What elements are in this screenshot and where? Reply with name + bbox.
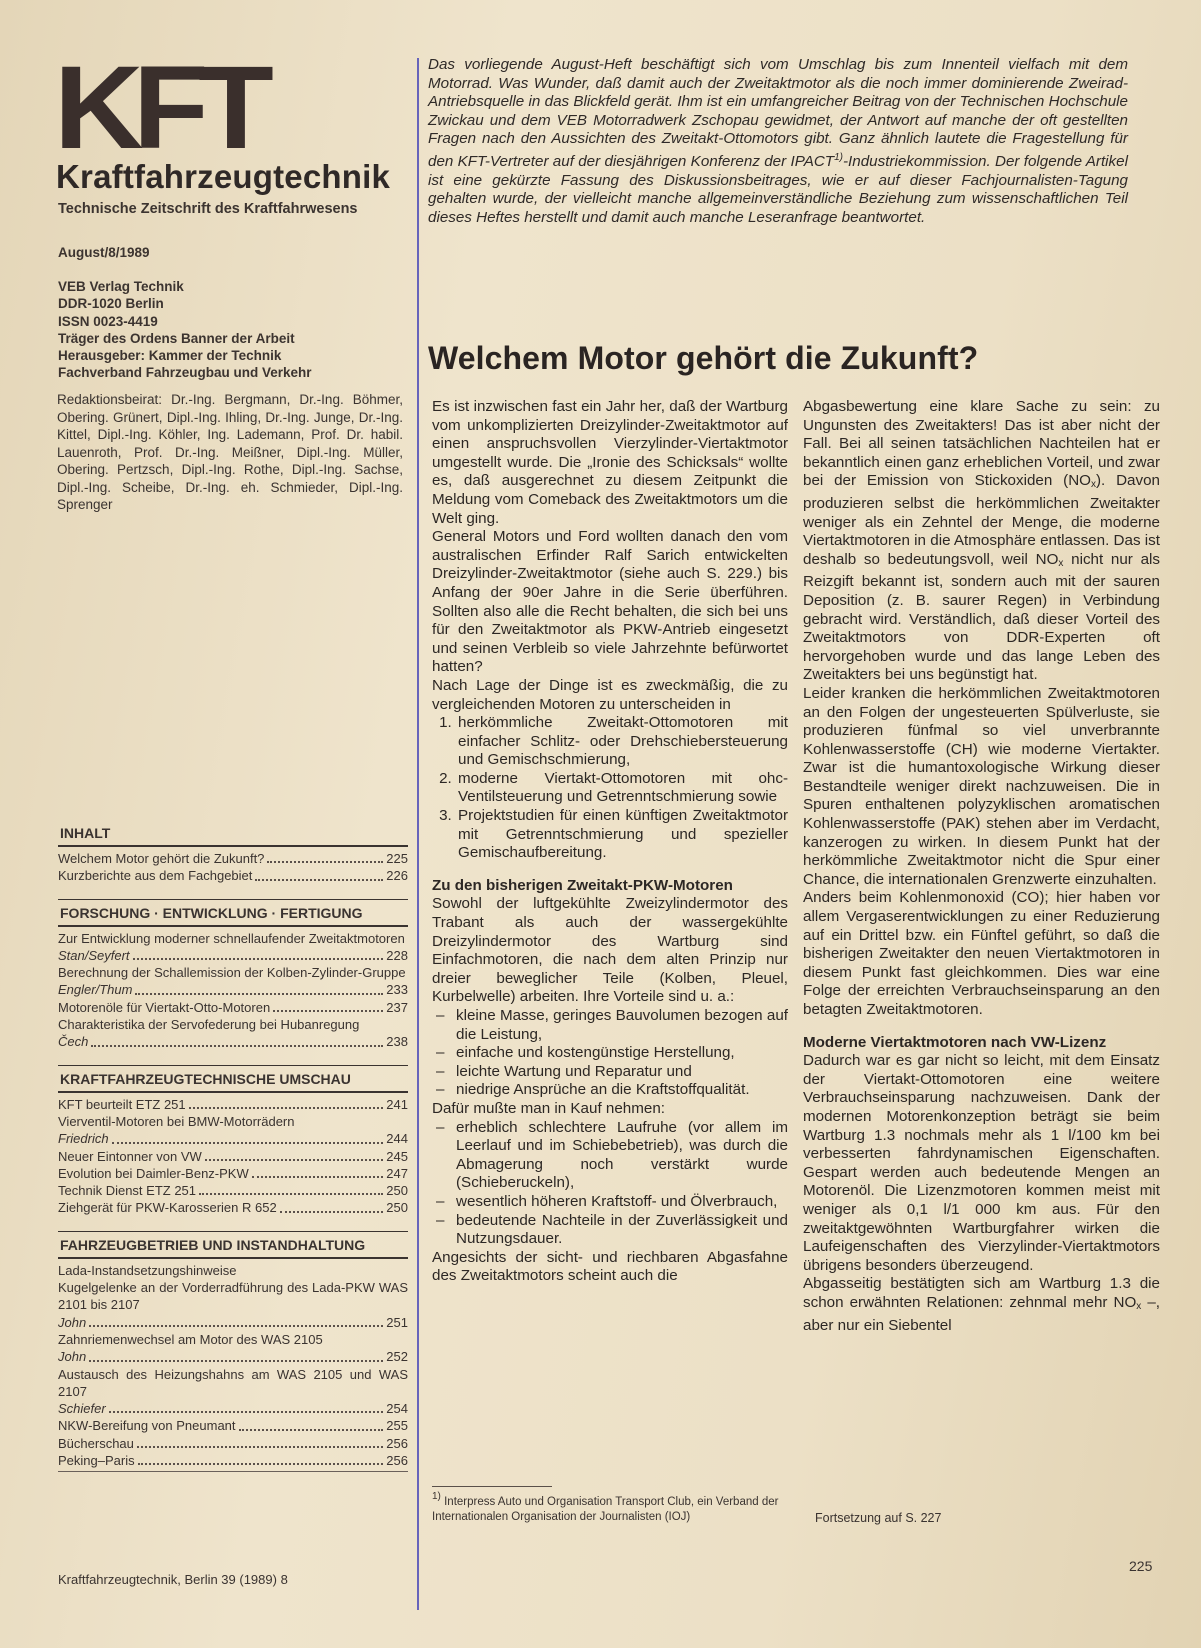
disadvantages-list xyxy=(432,1119,788,1249)
paragraph: Nach Lage der Dinge ist es zweckmäßig, die zu vergleichenden Motoren zu unterscheiden in xyxy=(432,676,788,713)
page-number: 225 xyxy=(1129,1558,1153,1574)
toc-entry-title[interactable]: Kugelgelenke an der Vorderradführung des Lada-PKW WAS 2101 bis 2107 xyxy=(58,1280,408,1313)
toc-entry[interactable]: Ziehgerät für PKW-Karosserien R 652 250 xyxy=(58,1200,408,1216)
editorial-board: Redaktionsbeirat: Dr.-Ing. Bergmann, Dr.-Ing. Böhmer, Obering. Grünert, Dipl.-Ing. Ihling, Dr.-Ing. Junge, Dr.-Ing. Kittel, Dipl.-Ing. Köhler, Ing. Lademann, Prof. Dr. habil. Lauenroth, Prof. Dr.-Ing. Meißner, Dipl.-Ing. Müller, Obering. Pertzsch, Dipl.-Ing. Rothe, Dipl.-Ing. Sachse, Dipl.-Ing. Scheibe, Dr.-Ing. eh. Schmieder, Dipl.-Ing. Sprenger xyxy=(57,392,403,512)
table-of-contents xyxy=(58,822,408,1472)
subheading: Zu den bisherigen Zweitakt-PKW-Motoren xyxy=(432,876,733,894)
list-item: – niedrige Ansprüche an die Kraftstoffqualität. xyxy=(456,1081,788,1100)
publisher-line: ISSN 0023-4419 xyxy=(58,313,158,329)
toc-entry-title[interactable]: Berechnung der Schallemission der Kolben-Zylinder-Gruppe xyxy=(58,965,406,981)
engine-types-list xyxy=(432,714,788,863)
toc-entry-title[interactable]: Austausch des Heizungshahns am WAS 2105 und WAS 2107 xyxy=(58,1366,408,1399)
footnote: 1) Interpress Auto und Organisation Transport Club, ein Verband der Internationalen Organisation der Journalisten (IOJ) xyxy=(432,1491,779,1523)
paragraph: Anders beim Kohlenmonoxid (CO); hier haben vor allem Vergaserentwicklungen zu einer Reduzierung auf ein Drittel bzw. ein Fünftel geführt, so daß die bisherigen Zweitakter den neuen Viertaktmotoren in diesem Punkt fast gleichkommen. Dies war eine Folge der erreichten Verbrauchseinsparung an den betagten Zweitaktmotoren. xyxy=(803,889,1160,1018)
list-item: – kleine Masse, geringes Bauvolumen bezogen auf die Leistung, xyxy=(456,1007,788,1044)
toc-heading: INHALT xyxy=(58,822,408,847)
article-headline: Welchem Motor gehört die Zukunft? xyxy=(428,340,979,376)
toc-section-heading: FORSCHUNG · ENTWICKLUNG · FERTIGUNG xyxy=(58,899,408,927)
paragraph: General Motors und Ford wollten danach den vom australischen Erfinder Ralf Sarich entwickelten Dreizylinder-Zweitaktmotor (siehe auch S. 229.) bis Anfang der 90er Jahre in die Serie überführen. Sollten also alle die Recht behalten, die sich bei uns für den Zweitaktmotor als PKW-Antrieb eingesetzt und seinen Verbleib so viele Jahrzehnte befürwortet hatten? xyxy=(432,528,788,676)
toc-entry[interactable]: Schiefer 254 xyxy=(58,1401,408,1417)
toc-entry[interactable]: Engler/Thum 233 xyxy=(58,982,408,998)
advantages-list xyxy=(432,1007,788,1100)
kft-logo: KFT xyxy=(54,42,264,174)
list-item: 1. herkömmliche Zweitakt-Ottomotoren mit einfacher Schlitz- oder Drehschiebersteuerung und Gemischschmierung, xyxy=(456,714,788,770)
toc-entry[interactable]: Čech 238 xyxy=(58,1034,408,1050)
toc-entry-title[interactable]: Charakteristika der Servofederung bei Hubanregung xyxy=(58,1017,360,1033)
toc-entry[interactable]: NKW-Bereifung von Pneumant 255 xyxy=(58,1418,408,1434)
intro-text: Das vorliegende August-Heft beschäftigt sich vom Umschlag bis zum Innenteil vielfach mit dem Motorrad. Was Wunder, daß damit auch der Zweitaktmotor als die noch immer dominierende Zweirad-Antriebsquelle in das Blickfeld gerät. Ihm ist ein umfangreicher Beitrag von der Technischen Hochschule Zwickau und dem VEB Motorradwerk Zschopau gewidmet, der Antwort auf manche der oft gestellten Fragen nach den Aussichten des Zweitakt-Ottomotors gibt. Ganz ähnlich lautete die Fragestellung für den KFT-Vertreter auf der diesjährigen Konferenz der IPACT$^{1)}$-Industriekommission. Der folgende Artikel ist eine gekürzte Fassung des Diskussionsbeitrages, wie er auf dieser Fachjournalisten-Tagung gehalten wurde, der vielleicht manche allgemeinverständliche Beziehung zum wissenschaftlichen Teil dieses Heftes herstellt und damit auch manche Leseranfrage beantwortet. xyxy=(428,56,1128,226)
toc-entry-title[interactable]: Vierventil-Motoren bei BMW-Motorrädern xyxy=(58,1113,295,1129)
list-item: – einfache und kostengünstige Herstellung, xyxy=(456,1044,788,1063)
publisher-line: Herausgeber: Kammer der Technik xyxy=(58,348,282,364)
publisher-line: VEB Verlag Technik xyxy=(58,279,184,294)
list-item: – erheblich schlechtere Laufruhe (vor allem im Leerlauf und im Schiebebetrieb), was durch die Abmagerung noch verstärkt wurde (Schieberuckeln), xyxy=(456,1119,788,1193)
paragraph: Dafür mußte man in Kauf nehmen: xyxy=(432,1099,665,1117)
article-column-2 xyxy=(803,398,1160,1335)
toc-entry[interactable]: Friedrich 244 xyxy=(58,1131,408,1147)
magazine-subtitle: Technische Zeitschrift des Kraftfahrwesens xyxy=(58,201,358,217)
toc-section-heading: FAHRZEUGBETRIEB UND INSTANDHALTUNG xyxy=(58,1231,408,1259)
toc-entry[interactable]: Welchem Motor gehört die Zukunft? 225 xyxy=(58,851,408,866)
column-divider xyxy=(417,58,419,1610)
list-item: – bedeutende Nachteile in der Zuverlässigkeit und Nutzungsdauer. xyxy=(456,1212,788,1249)
publisher-line: Fachverband Fahrzeugbau und Verkehr xyxy=(58,365,312,381)
list-item: – wesentlich höheren Kraftstoff- und Ölverbrauch, xyxy=(456,1193,788,1212)
toc-entry-title: Lada-Instandsetzungshinweise xyxy=(58,1262,237,1278)
paragraph: Angesichts der sicht- und riechbaren Abgasfahne des Zweitaktmotors scheint auch die xyxy=(432,1248,788,1285)
toc-entry[interactable]: John 251 xyxy=(58,1314,408,1330)
subheading: Moderne Viertaktmotoren nach VW-Lizenz xyxy=(803,1033,1107,1051)
paragraph: Sowohl der luftgekühlte Zweizylindermotor des Trabant als auch der wassergekühlte Dreizylindermotor des Wartburg sind Einfachmotoren, die nach dem alten Prinzip nur dreier beweglicher Teile (Kolben, Pleuel, Kurbelwelle) arbeiten. Ihre Vorteile sind u. a.: xyxy=(432,895,788,1006)
toc-entry[interactable]: Evolution bei Daimler-Benz-PKW 247 xyxy=(58,1165,408,1181)
toc-bottom-rule xyxy=(58,1471,408,1472)
toc-entry-title[interactable]: Zur Entwicklung moderner schnellaufender Zweitaktmotoren xyxy=(58,930,405,946)
toc-entry[interactable]: KFT beurteilt ETZ 251 241 xyxy=(58,1096,408,1112)
footer-citation: Kraftfahrzeugtechnik, Berlin 39 (1989) 8 xyxy=(58,1572,288,1587)
list-item: 3. Projektstudien für einen künftigen Zweitaktmotor mit Getrenntschmierung und spezieller Gemischaufbereitung. xyxy=(456,807,788,863)
paragraph: Leider kranken die herkömmlichen Zweitaktmotoren an den Folgen der ungesteuerten Spülverluste, sie produzieren fünfmal so viel unverbrannte Kohlenwasserstoffe (CH) wie moderne Viertakter. Zwar ist die humantoxologische Wirkung dieser Bestandteile weniger direkt nachzuweisen. Die in Spuren enthaltenen polyzyklischen aromatischen Kohlenwasserstoffe (PAK) stehen aber im Verdacht, kanzerogen zu wirken. In diesem Punkt hat der herkömmliche Zweitaktmotor nicht die Spur einer Chance, die internationalen Grenzwerte einzuhalten. xyxy=(803,684,1160,888)
paragraph: Abgasbewertung eine klare Sache zu sein: zu Ungunsten des Zweitakters! Das ist aber nicht der Fall. Bei all seinen tatsächlichen Nachteilen hat er bekanntlich einen ganz erheblichen Vorteil, und zwar bei der Emission von Stickoxiden (NOx). Davon produzieren selbst die herkömmlichen Zweitakter weniger als ein Zehntel der Menge, die moderne Viertaktmotoren in die Atmosphäre entlassen. Das ist deshalb so bedeutungsvoll, weil NOx nicht nur als Reizgift bekannt ist, sondern auch mit der sauren Deposition (z. B. saurer Regen) in Verbindung gebracht wird. Verständlich, daß dieser Vorteil des Zweitaktmotors von DDR-Experten oft hervorgehoben wurde und das lange Leben des Zweitakters bei uns begünstigt hat. xyxy=(803,398,1160,684)
article-column-1 xyxy=(432,398,788,1286)
toc-entry[interactable]: Kurzberichte aus dem Fachgebiet 226 xyxy=(58,868,408,884)
toc-entry[interactable]: Technik Dienst ETZ 251 250 xyxy=(58,1183,408,1199)
issue-date: August/8/1989 xyxy=(58,245,150,260)
footnote-rule xyxy=(432,1486,552,1487)
continued-note[interactable]: Fortsetzung auf S. 227 xyxy=(815,1511,942,1525)
list-item: – leichte Wartung und Reparatur und xyxy=(456,1063,788,1082)
paragraph: Es ist inzwischen fast ein Jahr her, daß der Wartburg vom unkomplizierten Dreizylinder-Zweitaktmotor auf einen anspruchsvollen Vierzylinder-Viertaktmotor umgestellt wurde. Die „Ironie des Schicksals“ wollte es, daß ausgerechnet zu diesem Zeitpunkt die Meldung vom Comeback des Zweitaktmotors um die Welt ging. xyxy=(432,398,788,527)
magazine-name: Kraftfahrzeugtechnik xyxy=(56,158,391,195)
toc-entry-title[interactable]: Zahnriemenwechsel am Motor des WAS 2105 xyxy=(58,1331,323,1347)
toc-entry[interactable]: Motorenöle für Viertakt-Otto-Motoren 237 xyxy=(58,999,408,1015)
toc-entry[interactable]: Neuer Eintonner von VW 245 xyxy=(58,1148,408,1164)
publisher-line: Träger des Ordens Banner der Arbeit xyxy=(58,330,295,346)
paragraph: Abgasseitig bestätigten sich am Wartburg 1.3 die schon erwähnten Relationen: zehnmal mehr NOx –, aber nur ein Siebentel xyxy=(803,1275,1160,1334)
footnote-marker: 1) xyxy=(834,151,843,163)
publisher-line: DDR-1020 Berlin xyxy=(58,296,164,312)
toc-entry[interactable]: Bücherschau 256 xyxy=(58,1435,408,1451)
toc-entry[interactable]: Peking–Paris 256 xyxy=(58,1453,408,1469)
toc-entry[interactable]: Stan/Seyfert 228 xyxy=(58,947,408,963)
toc-entry[interactable]: John 252 xyxy=(58,1349,408,1365)
list-item: 2. moderne Viertakt-Ottomotoren mit ohc-Ventilsteuerung und Getrenntschmierung sowie xyxy=(456,770,788,807)
toc-section-heading: KRAFTFAHRZEUGTECHNISCHE UMSCHAU xyxy=(58,1065,408,1093)
paragraph: Dadurch war es gar nicht so leicht, mit dem Einsatz der Viertakt-Ottomotoren eine weitere Verbrauchseinsparung nachzuweisen. Dank der modernen Motorenkonzeption beträgt sie beim Wartburg 1.3 nochmals mehr als 1 l/100 km bei verbesserten fahrdynamischen Eigenschaften. Gespart werden auch bedeutende Mengen an Motorenöl. Die Lizenzmotoren kommen meist mit weniger als 0,1 l/1 000 km aus. Für den zweitaktgewöhnten Wartburgfahrer wirken die Laufeigenschaften des Vierzylinder-Viertaktmotors übrigens besonders überzeugend. xyxy=(803,1052,1160,1274)
publisher-info xyxy=(58,278,398,382)
